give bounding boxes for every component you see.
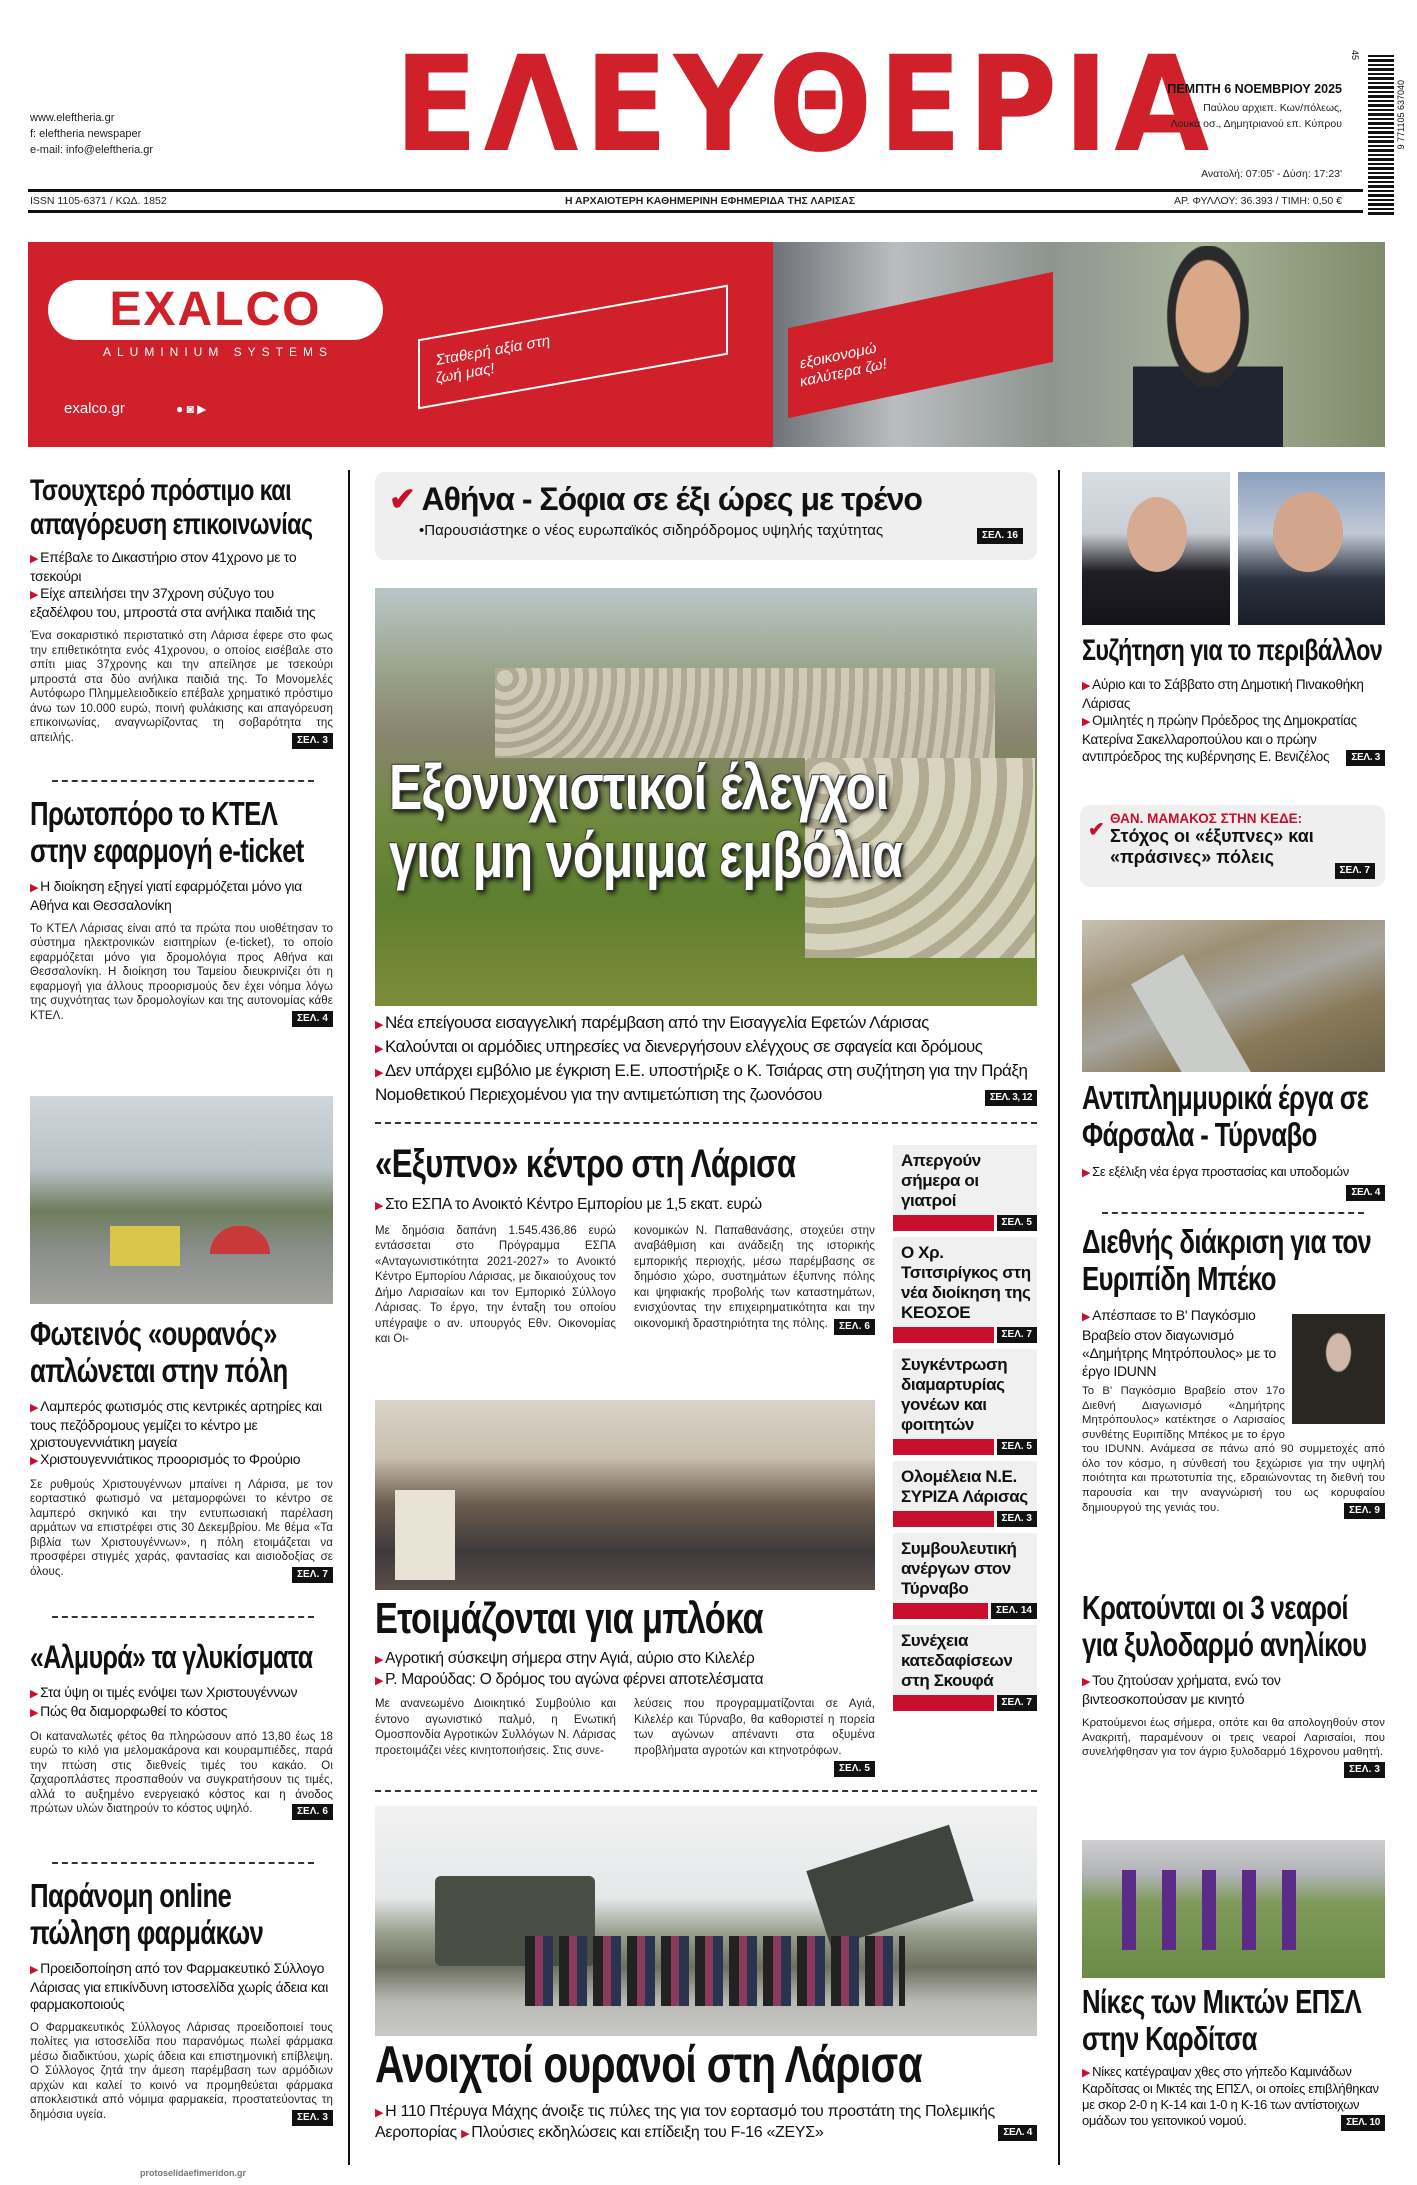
page-ref: ΣΕΛ. 7	[997, 1695, 1037, 1711]
page-ref: ΣΕΛ. 3	[292, 733, 333, 749]
brief-item[interactable]	[893, 1145, 1037, 1231]
truck-shape	[110, 1226, 180, 1266]
brief-title: Συμβουλευτική ανέργων στον Τύρναβο	[901, 1539, 1017, 1598]
article-bullet: ▶ Σε εξέλιξη νέα έργα προστασίας και υποδομών	[1082, 1164, 1349, 1179]
divider	[1102, 1212, 1364, 1214]
lead-bullets	[375, 1012, 1037, 1106]
page-ref: ΣΕΛ. 5	[997, 1439, 1037, 1455]
photo-football	[1082, 1840, 1385, 1978]
page-ref: ΣΕΛ. 3	[1346, 750, 1385, 766]
article-bullet: ▶ Επέβαλε το Δικαστήριο στον 41χρονο με το τσεκούρι	[30, 549, 333, 585]
article-bullet: ▶ Νίκες κατέγραψαν χθες στο γήπεδο Καμινάδων Καρδίτσας οι Μικτές της ΕΠΣΛ, οι οποίες επιβλήθηκαν με σκορ 2-0 η Κ-14 και 1-0 η Κ-16 των αντίστοιχων ομάδων του γειτονικού νομού.	[1082, 2064, 1379, 2128]
column-divider-right	[1058, 470, 1060, 2165]
page-ref: ΣΕΛ. 4	[1346, 1185, 1385, 1201]
missile-launcher-shape	[806, 1825, 973, 1947]
podium-shape	[395, 1490, 455, 1580]
lead-headline-wrap	[389, 753, 909, 889]
nameday-2: Λουκά οσ., Δημητριανού επ. Κύπρου	[1170, 118, 1342, 130]
box-headline: Στόχος οι «έξυπνες» και «πράσινες» πόλεις	[1110, 826, 1314, 867]
article-bullet: ▶ Λαμπερός φωτισμός στις κεντρικές αρτηρίες και τους πεζόδρομους γεμίζει το κέντρο με χριστουγεννιάτικη μαγεία	[30, 1398, 333, 1451]
page-ref: ΣΕΛ. 5	[997, 1215, 1037, 1231]
article-open-skies[interactable]	[375, 2036, 1037, 2144]
page-ref: ΣΕΛ. 6	[834, 1319, 875, 1335]
article-col-2: λεύσεις που προγραμματίζονται σε Αγιά, Κιλελέρ και Τύρναβο, θα καθοριστεί η πορεία των αγώνων απέναντι στα οξυμένα προβλήματα αγροτών και κτηνοτρόφων.	[634, 1698, 875, 1757]
article-col-1: Με δημόσια δαπάνη 1.545.436,86 ευρώ εντάσσεται στο Πρόγραμμα ΕΣΠΑ «Ανταγωνιστικότητα 2021-2027» το Ανοικτό Κέντρο Εμπορίου Λάρισας, με δικαιούχους τον Δήμο Λαρισαίων και τον Εμπορικό Σύλλογο Λάρισας. Το έργο, την ένταξη του οποίου υπέγραψε ο αν. υπουργός Εθν. Οικονομίας και Οι-	[375, 1224, 616, 1346]
photo-beko	[1292, 1314, 1385, 1424]
photo-farmers-meeting	[375, 1400, 875, 1590]
article-bullet: ▶ Στο ΕΣΠΑ το Ανοικτό Κέντρο Εμπορίου με 1,5 εκατ. ευρώ	[375, 1195, 875, 1216]
mamakos-box[interactable]	[1080, 805, 1385, 887]
article-bullet: ▶ Απέσπασε το Β' Παγκόσμιο Βραβείο στον διαγωνισμό «Δημήτρης Μητρόπουλος» με το έργο IDUNN	[1082, 1307, 1276, 1379]
top-story-sub: •Παρουσιάστηκε ο νέος ευρωπαϊκός σιδηρόδρομος υψηλής ταχύτητας	[419, 522, 884, 539]
column-divider-left	[348, 470, 350, 2165]
lead-bullet: ▶ Νέα επείγουσα εισαγγελική παρέμβαση από την Εισαγγελία Εφετών Λάρισας	[375, 1012, 1037, 1036]
article-body-text: Κρατούμενοι έως σήμερα, οπότε και θα απολογηθούν στον Ανακριτή, παραμένουν οι τρεις νεαροί Λαρισαίοι, που συνελήφθησαν για τον άγριο ξυλοδαρμό 16χρονου μαθητή.	[1082, 1716, 1385, 1759]
contact-info	[30, 110, 153, 158]
article-headline: Ανοιχτοί ουρανοί στη Λάρισα	[375, 2036, 922, 2094]
article-bullet: ▶ Πώς θα διαμορφωθεί το κόστος	[30, 1703, 333, 1722]
article-farmers[interactable]	[375, 1594, 875, 1777]
brief-title: Απεργούν σήμερα οι γιατροί	[901, 1151, 981, 1210]
article-body-text: Οι καταναλωτές φέτος θα πληρώσουν από 13,80 έως 18 ευρώ το κιλό για μελομακάρονα και κουραμπιέδες, παρά την πτώση στις διεθνείς τιμές του κακάο. Οι ζαχαροπλάστες προσπαθούν να συγκρατήσουν τις τιμές, αλλά το αυξημένο ενεργειακό κόστος και η άνοδος πρώτων υλών διατηρούν το κόστος υψηλό.	[30, 1730, 333, 1816]
article-bullet: ▶ Αγροτική σύσκεψη σήμερα στην Αγιά, αύριο στο Κιλελέρ	[375, 1649, 875, 1670]
brief-item[interactable]	[893, 1533, 1037, 1619]
watermark: protoselidaefimeridon.gr	[140, 2168, 247, 2178]
article-headline: Φωτεινός «ουρανός» απλώνεται στην πόλη	[30, 1315, 288, 1389]
photo-sheep	[375, 588, 1037, 1006]
issue-number-price: ΑΡ. ΦΥΛΛΟΥ: 36.393 / ΤΙΜΗ: 0,50 €	[1173, 195, 1342, 207]
tagline: Η ΑΡΧΑΙΟΤΕΡΗ ΚΑΘΗΜΕΡΙΝΗ ΕΦΗΜΕΡΙΔΑ ΤΗΣ ΛΑΡΙΣΑΣ	[564, 195, 856, 207]
ad-brand-sub: ALUMINIUM SYSTEMS	[102, 345, 333, 359]
article-body-text: Το ΚΤΕΛ Λάρισας είναι από τα πρώτα που υιοθέτησαν το σύστημα ηλεκτρονικών εισιτηρίων (e-ticket), το οποίο εφαρμόζεται μόνο για δρομολόγια προς Αθήνα και Θεσσαλονίκη. Η διοίκηση του Ταμείου διευκρινίζει ότι η εφαρμογή για άλλους προορισμούς δεν έχει νόημα λόγω της συχνότητας των δρομολογίων και της αυτονομίας κάθε ΚΤΕΛ.	[30, 922, 333, 1022]
checkmark-icon: ✔	[389, 481, 415, 517]
photo-venizelos	[1238, 472, 1385, 625]
ad-slogan-1-text: Σταθερή αξία στη ζωή μας!	[436, 332, 551, 388]
exalco-logo: EXALCO	[48, 280, 383, 340]
article-headline: «Εξυπνο» κέντρο στη Λάρισα	[375, 1142, 796, 1186]
page-ref: ΣΕΛ. 14	[991, 1603, 1037, 1619]
article-lights[interactable]	[30, 1316, 333, 1583]
exalco-ad-banner[interactable]	[28, 242, 1385, 447]
email-link[interactable]: e-mail: info@eleftheria.gr	[30, 144, 154, 156]
page-ref: ΣΕΛ. 7	[1335, 863, 1375, 879]
page-ref: ΣΕΛ. 9	[1344, 1503, 1385, 1519]
article-bullet: ▶ Χριστουγεννιάτικος προορισμός το Φρούριο	[30, 1451, 333, 1470]
page-ref: ΣΕΛ. 3	[292, 2110, 333, 2126]
article-environment[interactable]	[1082, 634, 1385, 766]
article-bullet: ▶ Πλούσιες εκδηλώσεις και επίδειξη του F-16 «ΖΕΥΣ»	[461, 2124, 823, 2141]
masthead-rule-top	[28, 189, 1363, 192]
article-headline: Ετοιμάζονται για μπλόκα	[375, 1594, 763, 1643]
article-bullet: ▶ Ρ. Μαρούδας: Ο δρόμος του αγώνα φέρνει αποτελέσματα	[375, 1670, 875, 1691]
article-headline: Αντιπλημμυρικά έργα σε Φάρσαλα - Τύρναβο	[1082, 1079, 1369, 1153]
article-body-text: Σε ρυθμούς Χριστουγέννων μπαίνει η Λάρισα, με τον εορταστικό φωτισμό να μεταμορφώνει το κέντρο σε λαμπερό σκηνικό και την εντυπωσιακή παρέλαση αρμάτων να επιστρέφει στις 30 Δεκεμβρίου. Με θέμα «Τα βιβλία των Χριστουγέννων», η πόλη ετοιμάζεται να προσφέρει στιγμές χαράς, φαντασίας και αισιοδοξίας σε όλους.	[30, 1478, 333, 1578]
article-bullet: ▶ Η 110 Πτέρυγα Μάχης άνοιξε τις πύλες της για τον εορτασμό του προστάτη της Πολεμικής Αεροπορίας	[375, 2103, 995, 2141]
ad-slogan-2-text: εξοικονομώ καλύτερα ζω!	[800, 339, 887, 391]
article-ktel[interactable]	[30, 796, 333, 1027]
divider	[375, 1122, 1037, 1124]
article-bullet: ▶ Προειδοποίηση από τον Φαρμακευτικό Σύλλογο Λάρισας για επικίνδυνη ιστοσελίδα χωρίς άδεια και φαρμακοποιούς	[30, 1960, 333, 2013]
brief-title: Ο Χρ. Τσιτσιρίγκος στη νέα διοίκηση της ΚΕΟΣΟΕ	[901, 1243, 1031, 1322]
page-ref: ΣΕΛ. 5	[834, 1761, 875, 1777]
article-smart-center[interactable]	[375, 1142, 875, 1348]
box-kicker: ΘΑΝ. ΜΑΜΑΚΟΣ ΣΤΗΝ ΚΕΔΕ:	[1110, 811, 1303, 826]
article-body	[30, 1478, 333, 1580]
article-sweets[interactable]	[30, 1640, 333, 1820]
website-link[interactable]: www.eleftheria.gr	[30, 112, 115, 124]
article-body	[30, 922, 333, 1024]
players-shape	[1122, 1870, 1322, 1950]
sheep-flock	[495, 668, 995, 758]
article-bullet: ▶ Αύριο και το Σάββατο στη Δημοτική Πινακοθήκη Λάρισας	[1082, 676, 1385, 712]
article-arrest[interactable]	[1082, 1590, 1385, 1778]
article-headline: Διεθνής διάκριση για τον Ευριπίδη Μπέκο	[1082, 1223, 1372, 1297]
article-headline: Τσουχτερό πρόστιμο και απαγόρευση επικοινωνίας	[30, 474, 313, 541]
brief-item[interactable]	[893, 1461, 1037, 1527]
page-ref: ΣΕΛ. 6	[292, 1804, 333, 1820]
date-block	[1080, 82, 1342, 132]
top-story-headline: Αθήνα - Σόφια σε έξι ώρες με τρένο	[421, 481, 922, 517]
top-story-box[interactable]	[375, 472, 1037, 560]
brief-item[interactable]	[893, 1237, 1037, 1343]
article-headline: Παράνομη online πώληση φαρμάκων	[30, 1877, 264, 1951]
article-bullet: ▶ Στα ύψη οι τιμές ενόψει των Χριστουγέννων	[30, 1684, 333, 1703]
divider	[52, 1862, 314, 1864]
barcode-number: 9 771105 637040	[1396, 80, 1406, 150]
brief-title: Συνέχεια κατεδαφίσεων στη Σκουφά	[901, 1631, 1013, 1690]
lead-bullet: ▶ Δεν υπάρχει εμβόλιο με έγκριση Ε.Ε. υποστήριξε ο Κ. Τσιάρας στη συζήτηση για την Πράξη Νομοθετικού Περιεχομένου για την αντιμετώπιση της ζωονόσου	[375, 1061, 1027, 1104]
lead-headline[interactable]: Εξονυχιστικοί έλεγχοι για μη νόμιμα εμβόλια	[389, 751, 903, 891]
article-beko[interactable]	[1082, 1224, 1385, 1519]
facebook-link[interactable]: f: eleftheria newspaper	[30, 128, 142, 140]
brief-title: Συγκέντρωση διαμαρτυρίας γονέων και φοιτητών	[901, 1355, 1008, 1434]
article-body	[1082, 1716, 1385, 1775]
page-ref: ΣΕΛ. 3	[1344, 1762, 1385, 1778]
article-bullet: ▶ Του ζητούσαν χρήματα, ενώ τον βιντεοσκοπούσαν με κινητό	[1082, 1672, 1385, 1708]
article-body-text: Το Β' Παγκόσμιο Βραβείο στον 17ο Διεθνή Διαγωνισμό «Δημήτρης Μητρόπουλος» κατέκτησε ο Λαρισαίος συνθέτης Ευριπίδης Μπέκος με το έργο του IDUNN. Ανάμεσα σε πάνω από 90 συμμετοχές από όλο τον κόσμο, η σύνθεσή του ξεχώρισε για την υψηλή ποιότητα και πρωτοτυπία της, εδραιώνοντας τη διεθνή του παρουσία και την αναγνώρισή του ως κορυφαίου δημιουργού της γενιάς του.	[1082, 1384, 1385, 1514]
crowd-shape	[525, 1936, 905, 2006]
brief-item[interactable]	[893, 1349, 1037, 1455]
newspaper-logo: ΕΛΕΥΘΕΡΙΑ	[394, 28, 1215, 182]
article-col-2: κονομικών Ν. Παπαθανάσης, στοχεύει στην αναβάθμιση και ανάδειξη της ιστορικής εμπορικής περιοχής, μέσω παρέμβασης σε δημόσιο χώρο, συστημάτων έξυπνης πόλης και ψηφιακής προβολής των καταστημάτων, ενισχύοντας την επιχειρηματικότητα και την οικονομική δραστηριότητα της πόλης.	[634, 1224, 875, 1330]
page-ref: ΣΕΛ. 7	[997, 1327, 1037, 1343]
page-ref: ΣΕΛ. 7	[292, 1567, 333, 1583]
article-fine[interactable]	[30, 474, 333, 749]
photo-sakellaropoulou	[1082, 472, 1230, 625]
briefs-sidebar	[893, 1145, 1037, 1711]
article-pharmacy[interactable]	[30, 1878, 333, 2126]
barcode	[1368, 55, 1394, 215]
face-shape	[1127, 497, 1187, 572]
article-headline: «Αλμυρά» τα γλυκίσματα	[30, 1639, 313, 1675]
page-ref: ΣΕΛ. 3, 12	[985, 1090, 1037, 1106]
page-ref: ΣΕΛ. 3	[997, 1511, 1037, 1527]
lead-bullet: ▶ Καλούνται οι αρμόδιες υπηρεσίες να διενεργήσουν ελέγχους σε σφαγεία και δρόμους	[375, 1036, 1037, 1060]
article-body	[30, 1730, 333, 1817]
divider	[375, 1790, 1037, 1792]
article-headline: Πρωτοπόρο το ΚΤΕΛ στην εφαρμογή e-ticket	[30, 795, 304, 869]
photo-flood-works	[1082, 920, 1385, 1072]
page-ref: ΣΕΛ. 10	[1341, 2115, 1385, 2131]
brief-item[interactable]	[893, 1625, 1037, 1711]
social-icons[interactable]: ● ◙ ▶	[176, 402, 207, 416]
nameday-1: Παύλου αρχιεπ. Κων/πόλεως,	[1203, 102, 1342, 114]
article-headline: Νίκες των Μικτών ΕΠΣΛ στην Καρδίτσα	[1082, 1983, 1362, 2057]
article-flood[interactable]	[1082, 1080, 1385, 1201]
article-body-text: Ο Φαρμακευτικός Σύλλογος Λάρισας προειδοποιεί τους πολίτες για ιστοσελίδα που παρανόμως πωλεί φάρμακα μέσω διαδικτύου, χωρίς άδεια και επιστημονική επίβλεψη. Ο Σύλλογος ζητά την άμεση παρέμβαση των αρμόδιων αρχών και καλεί το κοινό να προμηθεύεται φάρμακα αποκλειστικά από νόμιμα φαρμακεία, προστατεύοντας τη δημόσια υγεία.	[30, 2021, 333, 2121]
ad-url[interactable]: exalco.gr	[64, 400, 125, 417]
article-sport[interactable]	[1082, 1984, 1385, 2131]
photo-christmas-lights	[30, 1096, 333, 1304]
article-body	[30, 629, 333, 745]
article-bullet: ▶ Η διοίκηση εξηγεί γιατί εφαρμόζεται μόνο για Αθήνα και Θεσσαλονίκη	[30, 878, 333, 914]
page-ref: ΣΕΛ. 4	[292, 1011, 333, 1027]
article-body-text: Ένα σοκαριστικό περιστατικό στη Λάρισα έφερε στο φως την επιθετικότητα ενός 41χρονου, ο οποίος εισέβαλε στο σπίτι μιας 37χρονης και την απείλησε με τσεκούρι μπροστά στα δύο ανήλικα παιδιά της. Το Μονομελές Αυτόφωρο Πλημμελειοδικείο επέβαλε χρηματικό πρόστιμο άνω των 10.000 ευρώ, ποινή φυλάκισης και απαγόρευση επικοινωνίας, αναγνωρίζοντας τη σοβαρότητα της απειλής.	[30, 630, 333, 744]
page-ref: ΣΕΛ. 4	[998, 2125, 1037, 2141]
photo-air-base	[375, 1806, 1037, 2036]
ad-person	[1133, 246, 1283, 447]
issue-date: ΠΕΜΠΤΗ 6 ΝΟΕΜΒΡΙΟΥ 2025	[1167, 82, 1342, 96]
divider	[52, 1616, 314, 1618]
page-ref: ΣΕΛ. 16	[977, 528, 1023, 544]
article-bullet: ▶ Είχε απειλήσει την 37χρονη σύζυγο του εξαδέλφου του, μπροστά στα ανήλικα παιδιά της	[30, 585, 333, 621]
article-headline: Κρατούνται οι 3 νεαροί για ξυλοδαρμό ανηλίκου	[1082, 1589, 1367, 1663]
barcode-top: 45	[1350, 50, 1360, 61]
tent-shape	[210, 1226, 270, 1254]
sunrise-sunset: Ανατολή: 07:05' - Δύση: 17:23'	[1201, 168, 1342, 180]
canal-shape	[1131, 954, 1253, 1072]
masthead-rule-bottom	[28, 210, 1363, 213]
issn: ISSN 1105-6371 / ΚΩΔ. 1852	[30, 195, 167, 207]
article-headline: Συζήτηση για το περιβάλλον	[1082, 634, 1383, 667]
divider	[52, 780, 314, 782]
face-shape	[1273, 492, 1343, 572]
article-col-1: Με ανανεωμένο Διοικητικό Συμβούλιο και έντονο αγωνιστικό παλμό, η Ενωτική Ομοσπονδία Αγροτικών Συλλόγων Ν. Λάρισας προετοιμάζει νέες κινητοποιήσεις. Στις συνε-	[375, 1698, 616, 1757]
article-body	[30, 2021, 333, 2123]
checkmark-icon: ✔	[1088, 819, 1105, 841]
brief-title: Ολομέλεια Ν.Ε. ΣΥΡΙΖΑ Λάρισας	[901, 1467, 1028, 1506]
article-bullet: ▶ Ομιλητές η πρώην Πρόεδρος της Δημοκρατίας Κατερίνα Σακελλαροπούλου και ο πρώην αντιπρόεδρος της κυβέρνησης Ε. Βενιζέλος	[1082, 713, 1357, 764]
